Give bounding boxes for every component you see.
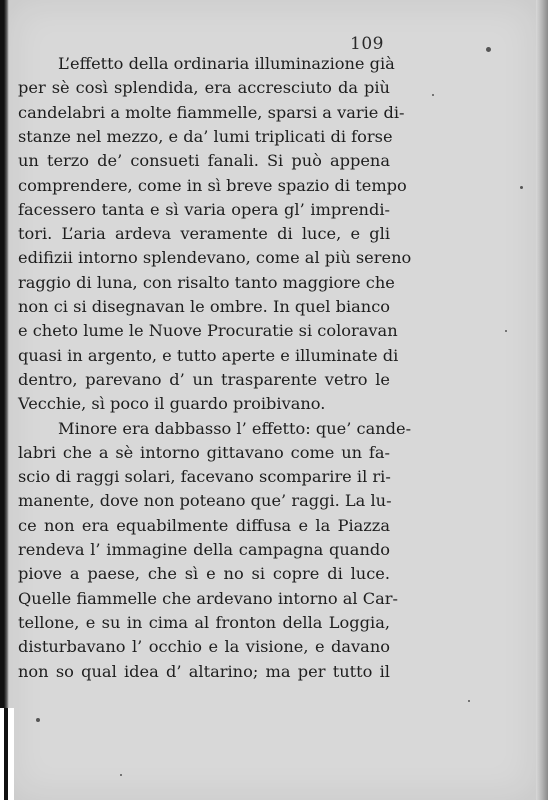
scan-speck — [505, 330, 507, 332]
text-line: rendeva l’ immagine della campagna quando — [18, 540, 390, 559]
scan-speck — [432, 94, 434, 96]
text-line: Vecchie, sì poco il guardo proibivano. — [18, 394, 326, 414]
text-line: piove a paese, che sì e no si copre di luce. — [18, 564, 390, 584]
text-line: labri che a sè intorno gittavano come un fa- — [18, 442, 390, 462]
scan-speck — [468, 700, 470, 702]
text-line: stanze nel mezzo, e da’ lumi triplicati di forse — [18, 126, 393, 146]
text-line: candelabri a molte fiammelle, sparsi a varie di- — [18, 102, 405, 122]
page-left-edge — [0, 0, 9, 800]
text-line: quasi in argento, e tutto aperte e illuminate di — [18, 345, 399, 365]
text-line: tori. L’aria ardeva veramente di luce, e gli — [18, 224, 390, 244]
scan-speck — [520, 186, 523, 189]
text-line: non ci si disegnavan le ombre. In quel bianco — [18, 297, 391, 316]
scan-speck — [486, 47, 491, 52]
text-line: Quelle fiammelle che ardevano intorno al Car- — [18, 588, 398, 608]
text-line: raggio di luna, con risalto tanto maggiore che — [18, 272, 395, 292]
text-line: L’effetto della ordinaria illuminazione già — [58, 54, 395, 73]
text-line: tellone, e su in cima al fronton della Loggia, — [18, 612, 390, 632]
text-line: comprendere, come in sì breve spazio di tempo — [18, 175, 407, 195]
text-line: scio di raggi solari, facevano scomparire il ri- — [18, 467, 391, 487]
text-line: ce non era equabilmente diffusa e la Piazza — [18, 515, 390, 535]
text-line: dentro, parevano d’ un trasparente vetro le — [18, 369, 390, 389]
page-number: 109 — [350, 34, 384, 54]
text-line: Minore era dabbasso l’ effetto: que’ cande- — [58, 418, 412, 438]
scan-speck — [36, 718, 40, 722]
text-line: disturbavano l’ occhio e la visione, e davano — [18, 637, 390, 657]
text-line: un terzo de’ consueti fanali. Si può appena — [18, 151, 390, 171]
page-right-edge — [536, 0, 548, 800]
text-line: edifizii intorno splendevano, come al più sereno — [18, 248, 412, 268]
scan-margin-line — [4, 708, 8, 800]
text-line: manente, dove non poteano que’ raggi. La lu- — [18, 491, 392, 511]
text-line: facessero tanta e sì varia opera gl’ imprendi- — [18, 199, 390, 219]
text-line: e cheto lume le Nuove Procuratie si coloravan — [18, 321, 398, 341]
text-line: non so qual idea d’ altarino; ma per tutto il — [18, 661, 390, 681]
text-line: per sè così splendida, era accresciuto da più — [18, 78, 390, 98]
scan-speck — [120, 774, 122, 776]
